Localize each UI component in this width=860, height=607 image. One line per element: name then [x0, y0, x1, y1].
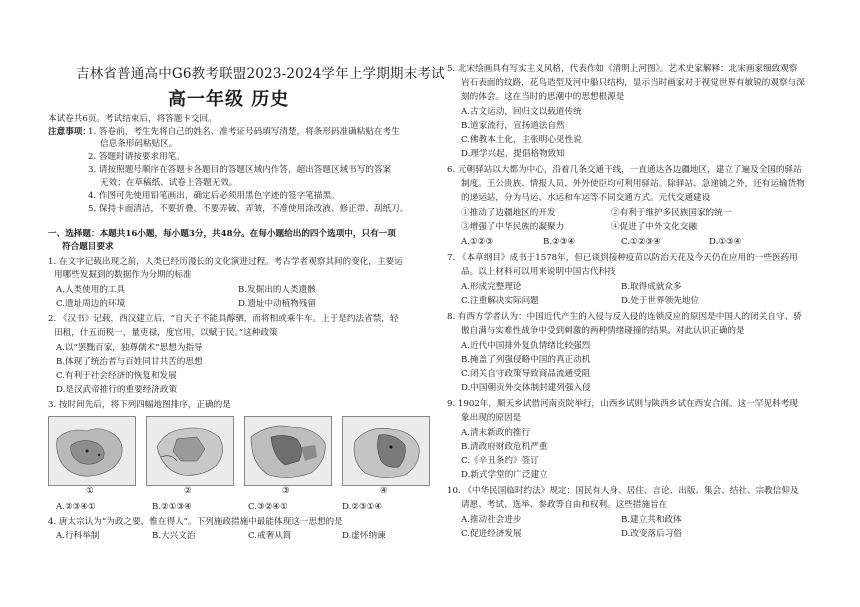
option-d[interactable]: D.新式学堂的广泛建立 — [461, 470, 548, 480]
question-6: 6. 元朝驿站以大都为中心，沿着几条交通干线，一直通达各边疆地区，建立了遍及全国的驿站 — [447, 165, 802, 175]
question-5: 5. 北宋绘画具有写实主义风格，代表作如《清明上河图》。艺术史家解释：北宋画家细致观察 — [447, 64, 798, 74]
option-b[interactable]: B.道家流行，宣扬道法自然 — [461, 121, 565, 131]
option-c[interactable]: C.戒奢从简 — [248, 531, 292, 541]
note-item: 4. 作图可先使用铅笔画出，确定后必须用黑色字迹的签字笔描黑。 — [88, 191, 340, 201]
map-label-1: ① — [86, 486, 94, 496]
map-4 — [342, 416, 430, 486]
option-b[interactable]: B.掩盖了列强侵略中国的真正动机 — [461, 355, 591, 365]
question-9: 9. 1902年，顺天乡试借河南贡院举行，山西乡试则与陕西乡试在西安合闱。这一罕见科考现 — [447, 399, 798, 409]
note-item: 无效；在草稿纸、试卷上答题无效。 — [100, 178, 238, 188]
note-item: 1. 答卷前，考生先将自己的姓名、准考证号码填写清楚，将条形码准确粘贴在考生 — [88, 127, 400, 137]
intro-text: 本试卷共6页。考试结束后，将答题卡交回。 — [48, 114, 217, 124]
option-b[interactable]: B.建立共和政体 — [621, 515, 682, 525]
section-heading: 一、选择题：本题共16小题，每小题3分，共48分。在每小题给出的四个选项中，只有一项 — [48, 229, 396, 239]
question-2: 2. 《汉书》记载，西汉建立后，“自天子不能具醇驷，而将相或乘牛车。上于是约法省禁，轻 — [48, 314, 399, 324]
option-c[interactable]: C.③②④① — [248, 502, 288, 512]
option-a[interactable]: A.推动社会进步 — [461, 515, 522, 525]
exam-title: 吉林省普通高中G6教考联盟2023-2024学年上学期期末考试 — [76, 66, 445, 82]
option-a[interactable]: A.行科举制 — [56, 531, 100, 541]
option-b[interactable]: B.大兴文治 — [152, 531, 196, 541]
note-item: 2. 答题时请按要求用笔。 — [88, 152, 185, 162]
map-4-graphic — [343, 417, 429, 485]
map-label-3: ③ — [282, 486, 290, 496]
option-a[interactable]: A.形成完整理论 — [461, 282, 522, 292]
note-item: 5. 保持卡面清洁，不要折叠，不要弄破、弄皱，不准使用涂改液、修正带、刮纸刀。 — [88, 204, 409, 214]
question-7: 7. 《本草纲目》成书于1578年，但已谈到接种疫苗以防治天花及今天仍在应用的一些医药用 — [447, 253, 798, 263]
question-5-cont: 岩石表面的纹路，花鸟造型及河中船只结构，显示当时画家对于视觉世界有敏锐的观察与深 — [461, 78, 805, 88]
option-b[interactable]: B.②①③④ — [152, 502, 192, 512]
option-b[interactable]: B.②③④ — [543, 237, 576, 247]
option-d[interactable]: D.是汉武帝推行的重要经济政策 — [56, 385, 178, 395]
statement-2: ②有利于维护多民族国家的统一 — [611, 208, 732, 218]
question-7-cont: 品。以上材料可以用来说明中国古代科技 — [461, 267, 616, 277]
option-c[interactable]: C.①②③④ — [621, 237, 661, 247]
statement-1: ①推动了边疆地区的开发 — [461, 208, 556, 218]
option-b[interactable]: B.发掘出的人类遗骸 — [238, 285, 316, 295]
map-2-graphic — [147, 417, 233, 485]
map-1-graphic — [49, 417, 135, 485]
question-3: 3. 按时间先后，将下列四幅地图排序，正确的是 — [48, 400, 231, 410]
option-c[interactable]: C.遗址周边的环境 — [56, 299, 126, 309]
exam-subtitle: 高一年级 历史 — [168, 89, 290, 110]
option-c[interactable]: C.促进经济发展 — [461, 529, 522, 539]
notes-label: 注意事项： — [48, 127, 91, 137]
option-c[interactable]: C.注重解决实际问题 — [461, 296, 539, 306]
option-b[interactable]: B.取得成就众多 — [621, 282, 682, 292]
option-a[interactable]: A.②③④① — [56, 502, 96, 512]
option-d[interactable]: D.改变落后习俗 — [621, 529, 682, 539]
map-label-4: ④ — [380, 486, 388, 496]
option-a[interactable]: A.清末新政的推行 — [461, 428, 531, 438]
option-a[interactable]: A.①②③ — [461, 237, 494, 247]
option-b[interactable]: B.清政府财政危机严重 — [461, 442, 548, 452]
map-1 — [48, 416, 136, 486]
option-d[interactable]: D.虚怀纳谏 — [342, 531, 386, 541]
section-heading-cont: 符合题目要求 — [62, 242, 114, 252]
question-8-cont: 傲自满与实难性战争中受到刺激的两种情绪碰撞的结果。对此认识正确的是 — [461, 326, 745, 336]
question-6-cont: 的递运站，分为马运、水运和车运等不同交通方式。元代交通建设 — [461, 193, 711, 203]
question-5-cont: 刻的体会。这在当时的思潮中的思想根源是 — [461, 92, 625, 102]
statement-3: ③增强了中华民族的凝聚力 — [461, 222, 565, 232]
option-d[interactable]: D.遗址中动植物残留 — [238, 299, 317, 309]
map-3 — [244, 416, 332, 486]
question-1-cont: 用哪些发掘到的数据作为分期的标准 — [54, 270, 192, 280]
option-c[interactable]: C.有利于社会经济的恢复和发展 — [56, 371, 177, 381]
map-label-2: ② — [184, 486, 192, 496]
option-a[interactable]: A.人类使用的工具 — [56, 285, 126, 295]
question-10: 10. 《中华民国临时约法》规定：国民有人身、居住、言论、出版、集会、结社、宗教信仰及 — [447, 486, 799, 496]
option-d[interactable]: D.①③④ — [709, 237, 742, 247]
statement-4: ④促进了中外文化交融 — [611, 222, 697, 232]
option-c[interactable]: C.《辛丑条约》签订 — [461, 456, 539, 466]
map-2 — [146, 416, 234, 486]
question-9-cont: 象出现的原因是 — [461, 413, 522, 423]
question-2-cont: 田租，什五而税一，量吏禄，度官用，以赋于民。”这种政策 — [54, 328, 278, 338]
option-a[interactable]: A.古文运动，回归文以载道传统 — [461, 107, 582, 117]
option-b[interactable]: B.体现了统治者与百姓同甘共苦的思想 — [56, 357, 203, 367]
option-d[interactable]: D.处于世界领先地位 — [621, 296, 700, 306]
option-a[interactable]: A.以“罢黜百家，独尊儒术”思想为指导 — [56, 343, 203, 353]
note-item: 信息条形码粘贴区。 — [100, 139, 178, 149]
question-10-cont: 请愿、考试、选举、参政等自由和权利。这些措施旨在 — [461, 500, 668, 510]
option-c[interactable]: C.闭关自守政策导致商品流通受阻 — [461, 369, 591, 379]
map-3-graphic — [245, 417, 331, 485]
option-d[interactable]: D.理学兴起，提倡格物致知 — [461, 149, 565, 159]
question-1: 1. 在文字记载出现之前，人类已经历漫长的文化演进过程。考古学者观察其间的变化，主要运 — [48, 257, 403, 267]
option-c[interactable]: C.佛教本土化，主张明心见性说 — [461, 135, 582, 145]
option-d[interactable]: D.中国朝贡外交体制封建列强入侵 — [461, 383, 591, 393]
question-8: 8. 有西方学者认为：中国近代产生的入侵与反入侵的连锁反应的原因是中国人的闭关自守、骄 — [447, 312, 802, 322]
option-a[interactable]: A.近代中国排外复仇情绪比较强烈 — [461, 341, 591, 351]
note-item: 3. 请按照题号顺序在答题卡各题目的答题区域内作答，超出答题区域书写的答案 — [88, 165, 392, 175]
question-4: 4. 唐太宗认为“为政之要，惟在得人”。下列施政措施中最能体现这一思想的是 — [48, 517, 343, 527]
option-d[interactable]: D.②③①④ — [342, 502, 383, 512]
question-6-cont: 制度。王公贵族、情报人员、外外使臣均可利用驿站。除驿站、急递铺之外，还有运输货物 — [461, 179, 805, 189]
